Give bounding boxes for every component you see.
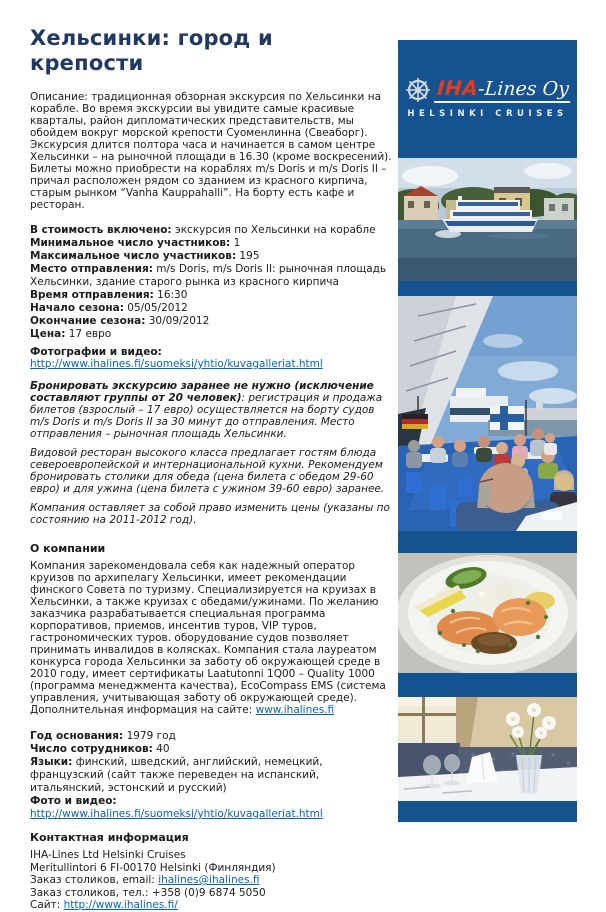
contact-email-label: Заказ столиков, email:	[30, 874, 159, 886]
page-title: Хельсинки: город и крепости	[30, 26, 273, 75]
contact-phone-line: Заказ столиков, тел.: +358 (0)9 6874 5050	[30, 886, 266, 899]
contacts-block	[30, 849, 393, 912]
contact-company-name: IHA-Lines Ltd Helsinki Cruises	[30, 849, 186, 861]
detail-season-start	[30, 302, 393, 315]
detail-label: Место отправления:	[30, 263, 153, 275]
company-logo	[398, 40, 577, 158]
restaurant-table-flowers-photo	[398, 697, 577, 801]
detail-label: Цена:	[30, 328, 66, 340]
detail-label: В стоимость включено:	[30, 224, 172, 236]
fact-employees	[30, 743, 393, 756]
fact-label: Языки:	[30, 756, 73, 768]
fact-value: 1979 год	[126, 730, 176, 742]
booking-paragraph	[30, 380, 393, 440]
fact-label: Год основания:	[30, 730, 124, 742]
photos-video-label: Фотографии и видео:	[30, 346, 162, 358]
detail-max-participants	[30, 250, 393, 263]
price-change-note: Компания оставляет за собой право изменить цены (указаны по состоянию на 2011-2012 год).	[30, 502, 390, 526]
about-body-text: Компания зарекомендовала себя как надежный оператор круизов по архипелагу Хельсинки, имеет рекомендации финского Совета по туризму. Специализируется на круизах в Хельсинки, а также круизах с обедами/ужинами. По желанию заказчика разрабатывается специальная программа корпоративов, приемов, инсентив туров, VIP туров, гастрономических туров. оборудование судов позволяет принимать инвалидов в колясках. Компания стала лауреатом конкурса города Хельсинки за заботу об окружающей среде в 2010 году, имеет сертификаты Laatutonni 1Q00 – Quality 1000 (программа менеджмента качества), EcoCompass EMS (система управления, учитывающая заботу об окружающей среде). Дополнительная информация на сайте:	[30, 560, 386, 716]
detail-value: 17 евро	[68, 328, 112, 340]
detail-value: 16:30	[157, 289, 188, 301]
media-label: Фото и видео:	[30, 795, 117, 807]
intro-paragraph: Описание: традиционная обзорная экскурсия по Хельсинки на корабле. Во время экскурсии вы увидите самые красивые кварталы, район дипломатических представительств, мы обойдем вокруг морской крепости Суоменлинна (Свеаборг). Экскурсия длится полтора часа и начинается в самом центре Хельсинки – на рыночной площади в 16.30 (кроме воскресений). Билеты можно приобрести на кораблях m/s Doris и m/s Doris II – причал расположен рядом со зданием из красного кирпича, старым рынком “Vanha Kauppahalli”. На борту есть кафе и ресторан.	[30, 91, 392, 211]
detail-label: Время отправления:	[30, 289, 154, 301]
detail-value: 05/05/2012	[127, 302, 188, 314]
detail-label: Максимальное число участников:	[30, 250, 237, 262]
contact-address: Meritullintori 6 FI-00170 Helsinki (Финляндия)	[30, 861, 276, 874]
detail-value: экскурсия по Хельсинки на корабле	[174, 224, 376, 236]
sidebar-footer-band	[398, 801, 577, 822]
detail-label: Минимальное число участников:	[30, 237, 231, 249]
fact-value: финский, шведский, английский, немецкий, французский (сайт также переведен на испанский, итальянский, эстонский и русский)	[30, 756, 323, 794]
ihalines-site-link[interactable]: www.ihalines.fi	[255, 704, 335, 716]
cruise-deck-passengers-photo	[398, 296, 577, 531]
fact-founded	[30, 730, 393, 743]
detail-departure-time	[30, 289, 393, 302]
food-photo-art	[398, 553, 577, 673]
detail-season-end	[30, 315, 393, 328]
contact-site-line	[30, 899, 393, 912]
website-link[interactable]: http://www.ihalines.fi/	[63, 899, 178, 911]
logo-wordmark	[434, 76, 572, 103]
harbor-sightseeing-boat-photo	[398, 158, 577, 281]
gallery-link[interactable]: http://www.ihalines.fi/suomeksi/yhtio/kuvagalleriat.html	[30, 358, 323, 370]
detail-departure-place	[30, 263, 393, 289]
detail-value: 1	[233, 237, 241, 249]
about-heading: О компании	[30, 542, 106, 555]
about-paragraph	[30, 560, 393, 716]
contacts-heading: Контактная информация	[30, 831, 189, 844]
ship-wheel-icon	[405, 77, 431, 103]
detail-price	[30, 328, 393, 341]
logo-linesoy-text: -Lines Oy	[477, 78, 570, 100]
contact-site-label: Сайт:	[30, 899, 64, 911]
tour-details-list	[30, 224, 393, 341]
restaurant-paragraph: Видовой ресторан высокого класса предлагает гостям блюда североевропейской и интернациональной кухни. Рекомендуем бронировать столики для обеда (цена билета с обедом 29-60 евро) и для ужина (цена билета с ужином 39-60 евро) заранее.	[30, 447, 385, 495]
contact-email-line	[30, 874, 393, 887]
detail-label: Начало сезона:	[30, 302, 124, 314]
deck-photo-art	[398, 296, 577, 531]
logo-iha-text: IHA	[435, 76, 479, 100]
fact-languages	[30, 756, 393, 795]
photo-sidebar	[398, 40, 577, 822]
sidebar-divider	[398, 531, 577, 553]
gallery-link-2[interactable]: http://www.ihalines.fi/suomeksi/yhtio/kuvagalleriat.html	[30, 808, 323, 820]
company-facts-list	[30, 730, 393, 821]
fact-value: 40	[156, 743, 170, 755]
sidebar-divider	[398, 673, 577, 697]
fact-label: Число сотрудников:	[30, 743, 153, 755]
detail-value: 30/09/2012	[148, 315, 210, 327]
photos-video-block	[30, 346, 393, 370]
table-photo-art	[398, 697, 577, 801]
detail-included	[30, 224, 393, 237]
logo-subtitle: HELSINKI CRUISES	[407, 109, 568, 119]
email-link[interactable]: ihalines@ihalines.fi	[158, 874, 260, 886]
sidebar-divider	[398, 281, 577, 296]
article-column	[30, 26, 393, 912]
detail-value: 195	[239, 250, 260, 262]
detail-label: Окончание сезона:	[30, 315, 146, 327]
booking-bold-text: Бронировать экскурсию заранее не нужно (исключение составляют группы от 20 человек)	[30, 380, 374, 404]
booking-rest-text: : регистрация и продажа билетов (взрослый – 17 евро) осуществляется на борту судов m/s Doris и m/s Doris II за 30 минут до отправления. Место отправления – рыночная площадь Хельсинки.	[30, 392, 383, 440]
detail-value: m/s Doris, m/s Doris II: рыночная площадь Хельсинки, здание старого рынка из красного кирпича	[30, 263, 387, 288]
detail-min-participants	[30, 237, 393, 250]
salmon-dish-photo	[398, 553, 577, 673]
harbor-photo-art	[398, 158, 577, 281]
